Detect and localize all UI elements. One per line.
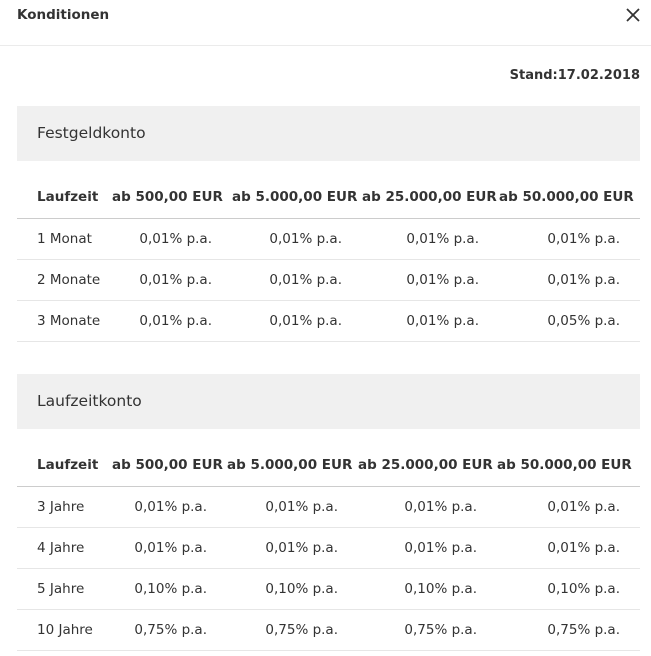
table-row <box>17 218 640 259</box>
table-row <box>17 259 640 300</box>
rate-cell: 0,75% p.a. <box>112 609 227 650</box>
dialog-title: Konditionen <box>17 7 110 23</box>
column-header: Laufzeit <box>17 445 112 486</box>
column-header: ab 500,00 EUR <box>112 445 227 486</box>
rate-cell: 0,10% p.a. <box>358 568 497 609</box>
close-icon[interactable] <box>622 5 644 27</box>
table-row <box>17 527 640 568</box>
rate-cell: 0,05% p.a. <box>499 300 640 341</box>
rate-cell: 0,01% p.a. <box>232 300 362 341</box>
rate-cell: 0,10% p.a. <box>112 568 227 609</box>
column-header: ab 5.000,00 EUR <box>232 177 362 218</box>
term-cell: 3 Monate <box>17 300 112 341</box>
rate-cell: 0,01% p.a. <box>232 218 362 259</box>
stand-date: Stand:17.02.2018 <box>509 68 640 83</box>
rate-cell: 0,01% p.a. <box>497 486 640 527</box>
rate-cell: 0,01% p.a. <box>358 527 497 568</box>
rate-cell: 0,01% p.a. <box>227 486 358 527</box>
table-row <box>17 568 640 609</box>
rate-cell: 0,75% p.a. <box>358 609 497 650</box>
table-row <box>17 486 640 527</box>
table-row <box>17 609 640 650</box>
column-header: ab 5.000,00 EUR <box>227 445 358 486</box>
column-header: ab 500,00 EUR <box>112 177 232 218</box>
term-cell: 5 Jahre <box>17 568 112 609</box>
term-cell: 3 Jahre <box>17 486 112 527</box>
term-cell: 4 Jahre <box>17 527 112 568</box>
table-header-row <box>17 445 640 486</box>
rate-cell: 0,01% p.a. <box>112 259 232 300</box>
term-cell: 10 Jahre <box>17 609 112 650</box>
rate-cell: 0,01% p.a. <box>499 218 640 259</box>
column-header: ab 50.000,00 EUR <box>497 445 640 486</box>
column-header: ab 25.000,00 EUR <box>362 177 499 218</box>
dialog-header <box>0 0 651 46</box>
column-header: Laufzeit <box>17 177 112 218</box>
rate-cell: 0,01% p.a. <box>112 300 232 341</box>
rate-cell: 0,01% p.a. <box>358 486 497 527</box>
term-cell: 2 Monate <box>17 259 112 300</box>
column-header: ab 50.000,00 EUR <box>499 177 640 218</box>
rate-cell: 0,01% p.a. <box>362 300 499 341</box>
rate-cell: 0,01% p.a. <box>232 259 362 300</box>
rates-table-laufzeitkonto <box>17 445 640 651</box>
rate-cell: 0,01% p.a. <box>499 259 640 300</box>
rate-cell: 0,10% p.a. <box>497 568 640 609</box>
rate-cell: 0,01% p.a. <box>112 527 227 568</box>
section-title-festgeldkonto: Festgeldkonto <box>17 106 640 161</box>
rate-cell: 0,10% p.a. <box>227 568 358 609</box>
rate-cell: 0,01% p.a. <box>227 527 358 568</box>
rate-cell: 0,75% p.a. <box>227 609 358 650</box>
rate-cell: 0,01% p.a. <box>112 218 232 259</box>
rate-cell: 0,01% p.a. <box>112 486 227 527</box>
rates-table-festgeldkonto <box>17 177 640 342</box>
rate-cell: 0,01% p.a. <box>362 259 499 300</box>
rate-cell: 0,01% p.a. <box>362 218 499 259</box>
rate-cell: 0,01% p.a. <box>497 527 640 568</box>
rate-cell: 0,75% p.a. <box>497 609 640 650</box>
term-cell: 1 Monat <box>17 218 112 259</box>
column-header: ab 25.000,00 EUR <box>358 445 497 486</box>
table-header-row <box>17 177 640 218</box>
section-title-laufzeitkonto: Laufzeitkonto <box>17 374 640 429</box>
table-row <box>17 300 640 341</box>
